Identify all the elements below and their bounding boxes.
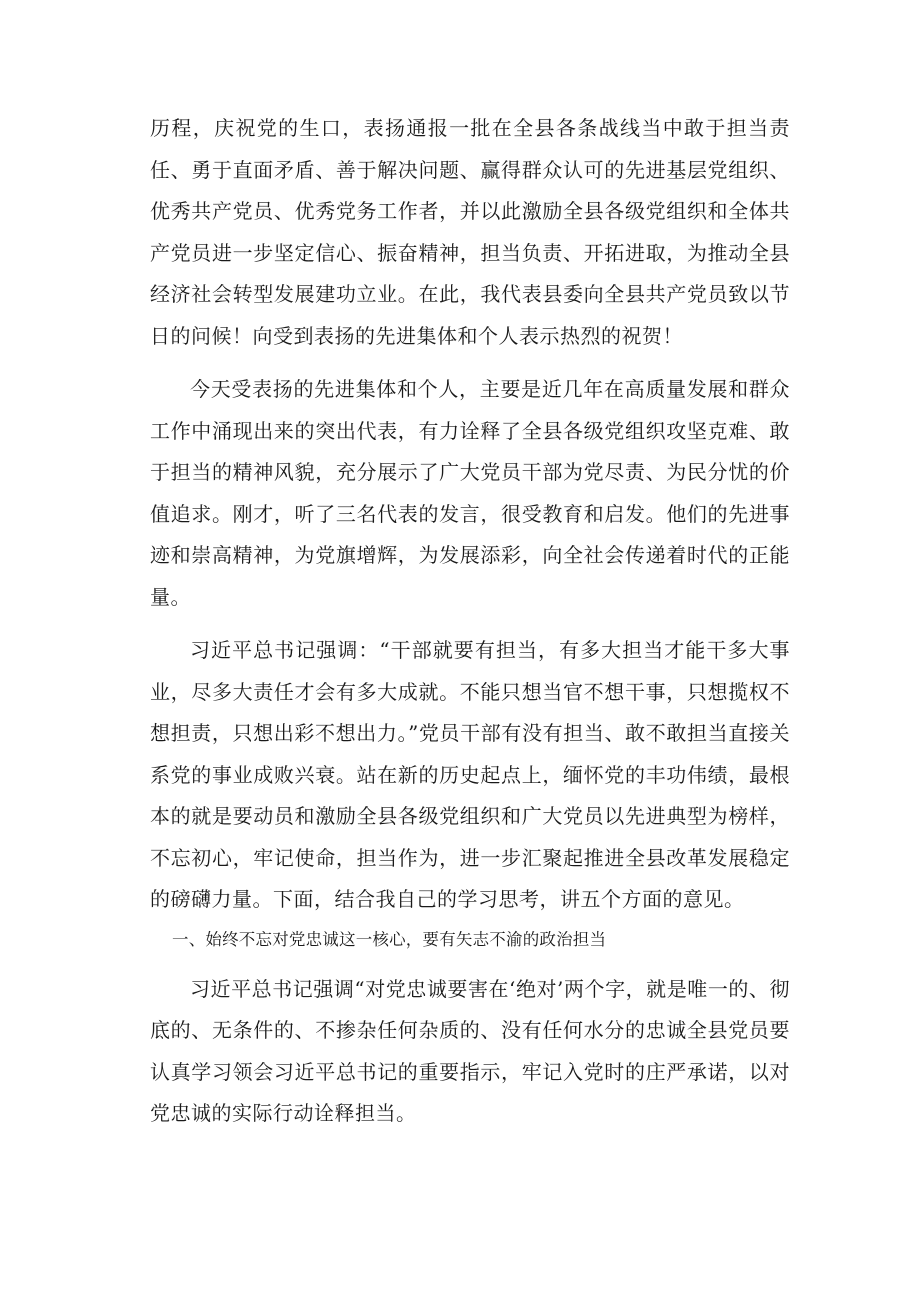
paragraph-3: 习近平总书记强调：“干部就要有担当，有多大担当才能干多大事业，尽多大责任才会有多大成就。不能只想当官不想干事，只想揽权不想担责，只想出彩不想出力。”党员干部有没有担当、敢不敢担当直接关系党的事业成败兴衰。站在新的历史起点上，缅怀党的丰功伟绩，最根本的就是要动员和激励全县各级党组织和广大党员以先进典型为榜样，不忘初心，牢记使命，担当作为，进一步汇聚起推进全县改革发展稳定的磅礴力量。下面，结合我自己的学习思考，讲五个方面的意见。 [150, 638, 790, 911]
paragraph-1: 历程，庆祝党的生口，表扬通报一批在全县各条战线当中敢于担当责任、勇于直面矛盾、善于解决问题、赢得群众认可的先进基层党组织、优秀共产党员、优秀党务工作者，并以此激励全县各级党组织和全体共产党员进一步坚定信心、振奋精神，担当负责、开拓进取，为推动全县经济社会转型发展建功立业。在此，我代表县委向全县共产党员致以节日的问候！向受到表扬的先进集体和个人表示热烈的祝贺！ [150, 116, 790, 348]
paragraph-2: 今天受表扬的先进集体和个人，主要是近几年在高质量发展和群众工作中涌现出来的突出代表，有力诠释了全县各级党组织攻坚克难、敢于担当的精神风貌，充分展示了广大党员干部为党尽责、为民分忧的价值追求。刚才，听了三名代表的发言，很受教育和启发。他们的先进事迹和崇高精神，为党旗增辉，为发展添彩，向全社会传递着时代的正能量。 [150, 377, 790, 609]
section-heading-1: 一、始终不忘对党忠诚这一核心，要有矢志不渝的政治担当 [172, 929, 607, 949]
document-body [150, 108, 790, 1135]
paragraph-4: 习近平总书记强调“对党忠诚要害在‘绝对’两个字，就是唯一的、彻底的、无条件的、不掺杂任何杂质的、没有任何水分的忠诚全县党员要认真学习领会习近平总书记的重要指示，牢记入党时的庄严承诺，以对党忠诚的实际行动诠释担当。 [150, 976, 790, 1125]
